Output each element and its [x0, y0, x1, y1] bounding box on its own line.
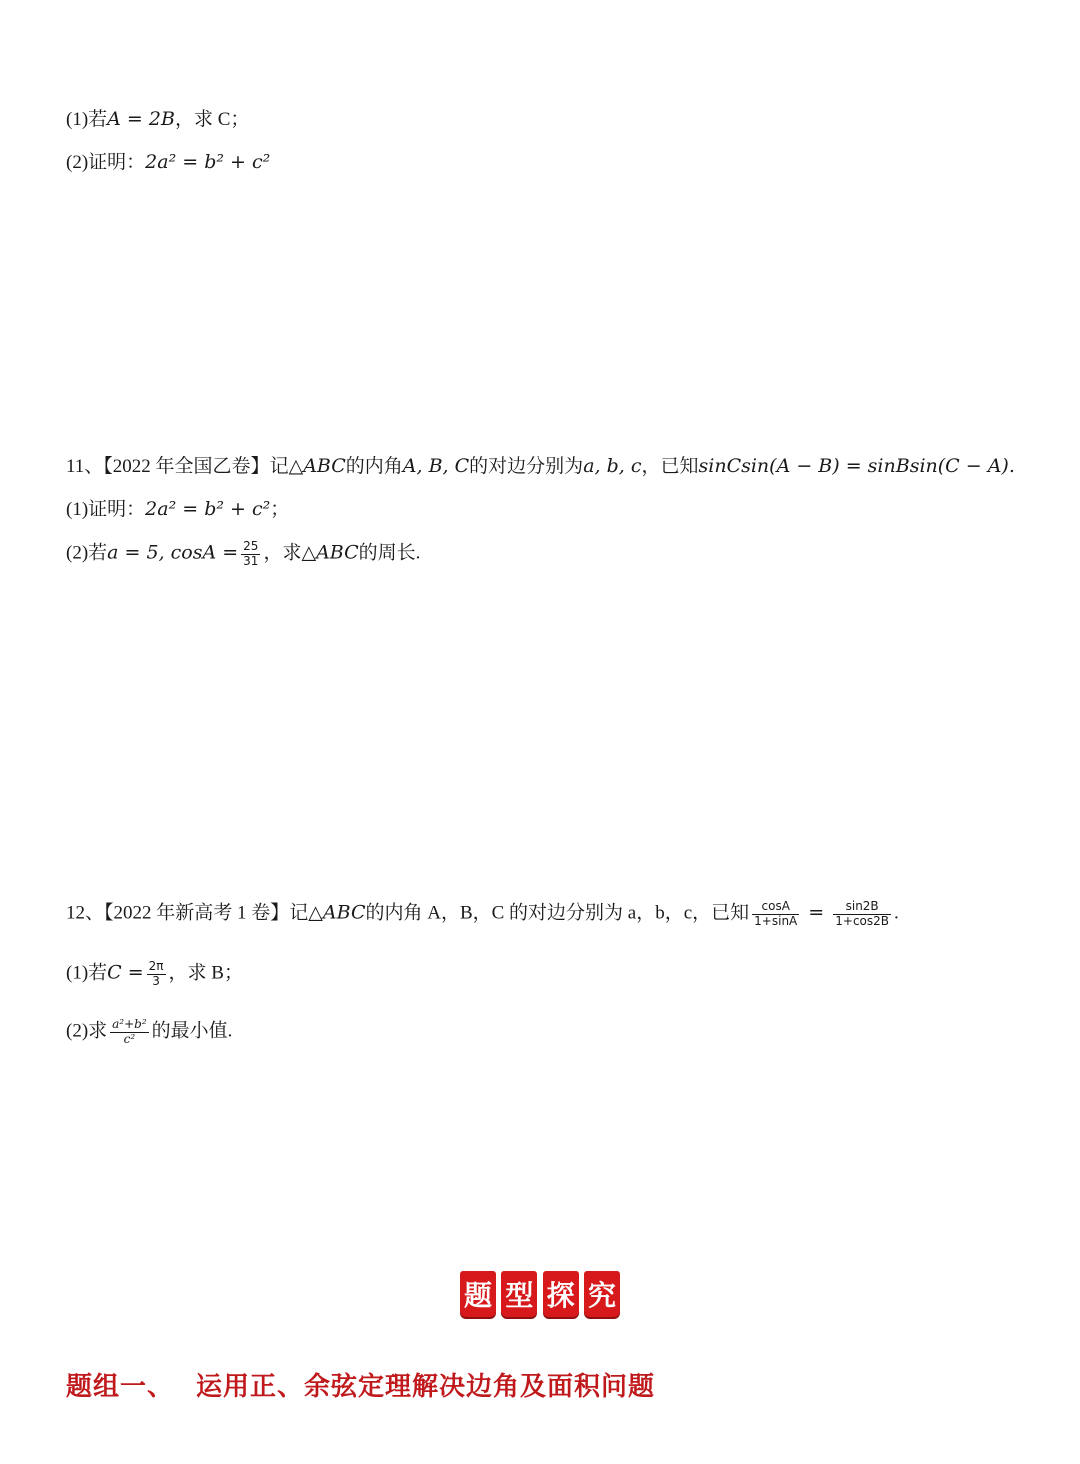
fraction-denominator: 3 — [147, 974, 166, 989]
section-banner — [460, 1271, 620, 1321]
section-label: 题组一、 — [66, 1372, 175, 1402]
part-text: ，求 B； — [168, 962, 243, 984]
problem-12-statement — [66, 900, 899, 929]
math-expression: ABC — [316, 541, 359, 564]
math-expression: 2a² = b² + c² — [145, 151, 271, 173]
math-expression: sinCsin(A − B) = sinBsin(C − A). — [698, 455, 1015, 477]
fraction-numerator: sin2B — [845, 899, 879, 913]
banner-char: 型 — [501, 1271, 537, 1317]
fraction-numerator: a²+b² — [112, 1017, 147, 1031]
fraction-denominator: 1+cos2B — [835, 913, 890, 928]
part-text: 的周长. — [358, 542, 421, 564]
problem-11-part-1 — [66, 500, 289, 519]
fraction-denominator: 1+sinA — [754, 913, 798, 928]
part-text: ，求△ — [263, 542, 317, 564]
part-text: ； — [270, 499, 290, 520]
problem-12-part-2 — [66, 1018, 232, 1047]
fraction-denominator: 31 — [243, 553, 259, 568]
fraction-numerator: cosA — [761, 899, 790, 913]
math-expression: A = 2B — [107, 108, 175, 130]
part-label: (2)若 — [66, 542, 108, 564]
part-label: (1)证明： — [66, 499, 146, 520]
fraction-numerator: 2π — [148, 959, 164, 973]
problem-text: 的对边分别为 — [469, 456, 584, 477]
fraction — [147, 960, 166, 989]
banner-char: 题 — [460, 1271, 496, 1317]
equals-sign: = — [802, 901, 831, 924]
section-heading — [66, 1366, 655, 1403]
part-label: (2)证明： — [66, 152, 146, 173]
fraction-denominator: c² — [110, 1032, 149, 1047]
problem-text: 记△ — [289, 902, 323, 924]
problem-11-statement — [66, 457, 1015, 476]
fraction — [833, 900, 891, 929]
problem-source: 【2022 年全国乙卷】 — [103, 456, 270, 477]
fraction — [241, 540, 260, 569]
section-title: 运用正、余弦定理解决边角及面积问题 — [196, 1372, 656, 1402]
problem-text: 的内角 A，B，C 的对边分别为 a，b，c，已知 — [365, 902, 750, 924]
prev-problem-part-2 — [66, 153, 270, 172]
banner-char: 探 — [543, 1271, 579, 1317]
math-expression: a, b, c — [583, 455, 642, 477]
fraction — [110, 1018, 149, 1047]
problem-number: 12、 — [66, 902, 105, 924]
part-text: ，求 C； — [174, 109, 250, 130]
fraction — [752, 900, 799, 929]
math-expression: 2a² = b² + c² — [145, 498, 271, 520]
prev-problem-part-1 — [66, 110, 249, 129]
problem-source: 【2022 年新高考 1 卷】 — [104, 902, 290, 924]
part-text: 的最小值. — [151, 1020, 233, 1042]
part-label: (1)若 — [66, 962, 108, 984]
problem-text: . — [894, 902, 899, 924]
part-label: (1)若 — [66, 109, 108, 130]
math-expression: A, B, C — [402, 455, 470, 477]
problem-11-part-2 — [66, 540, 420, 569]
problem-text: ，已知 — [641, 456, 699, 477]
fraction-numerator: 25 — [243, 539, 259, 553]
banner-char: 究 — [584, 1271, 620, 1317]
math-expression: C = — [107, 961, 144, 984]
math-expression: ABC — [322, 901, 366, 924]
problem-text: 记△ — [269, 456, 304, 477]
problem-12-part-1 — [66, 960, 243, 989]
problem-text: 的内角 — [345, 456, 403, 477]
math-expression: ABC — [303, 455, 346, 477]
math-expression: a = 5, cosA = — [107, 541, 239, 564]
part-label: (2)求 — [66, 1020, 108, 1042]
problem-number: 11、 — [66, 456, 104, 477]
